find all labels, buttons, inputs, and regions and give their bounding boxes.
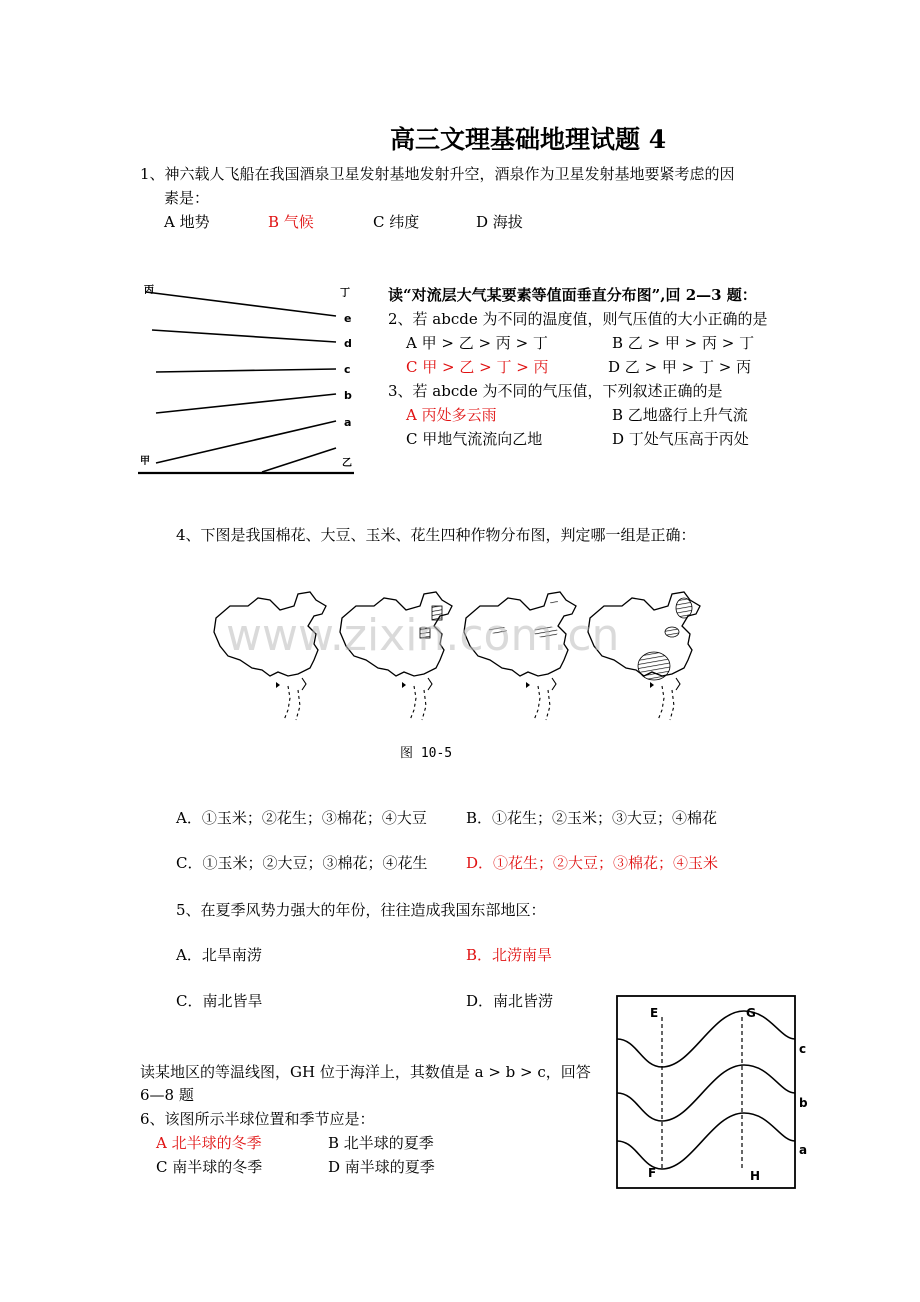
q3-option-c: C 甲地气流流向乙地 [406, 430, 543, 448]
q2-option-b: B 乙 > 甲 > 丙 > 丁 [612, 334, 755, 352]
q5-option-b: B．北涝南旱 [466, 946, 553, 964]
fig1-label-b: b [344, 389, 352, 402]
isotherm-diagram [612, 993, 812, 1193]
q4-option-b: B．①花生；②玉米；③大豆；④棉花 [466, 809, 718, 827]
fig2-label-a: a [799, 1143, 808, 1157]
q4-option-c: C．①玉米；②大豆；③棉花；④花生 [176, 854, 428, 872]
china-crop-maps [206, 586, 716, 736]
fig1-label-a: a [344, 416, 352, 429]
q1-option-c: C 纬度 [373, 213, 420, 231]
q6-option-d: D 南半球的夏季 [328, 1158, 435, 1176]
q2-option-c: C 甲 > 乙 > 丁 > 丙 [406, 358, 549, 376]
q4-figure-caption: 图 10-5 [400, 746, 453, 761]
watermark: www.zixin.com.cn [226, 610, 620, 661]
q23-intro: 读“对流层大气某要素等值面垂直分布图”,回 2—3 题： [388, 286, 757, 304]
q1-stem-line2: 素是： [164, 189, 210, 207]
q6-option-c: C 南半球的冬季 [156, 1158, 263, 1176]
q68-intro-line1: 读某地区的等温线图，GH 位于海洋上，其数值是 a > b > c，回答 [140, 1063, 591, 1081]
isosurface-diagram [136, 278, 368, 484]
q3-option-a: A 丙处多云雨 [406, 406, 497, 424]
q3-stem: 3、若 abcde 为不同的气压值，下列叙述正确的是 [388, 382, 723, 400]
fig1-label-ding: 丁 [340, 288, 350, 299]
q5-option-a: A．北旱南涝 [176, 946, 262, 964]
fig2-label-F: F [648, 1166, 657, 1180]
fig1-label-yi: 乙 [342, 458, 352, 469]
q1-option-d: D 海拔 [476, 213, 523, 231]
fig1-label-jia: 甲 [140, 456, 150, 467]
fig1-label-d: d [344, 337, 352, 350]
fig2-label-G: G [746, 1006, 756, 1020]
q4-option-a: A．①玉米；②花生；③棉花；④大豆 [176, 809, 427, 827]
q3-option-b: B 乙地盛行上升气流 [612, 406, 748, 424]
q3-option-d: D 丁处气压高于丙处 [612, 430, 749, 448]
q1-option-b: B 气候 [268, 213, 314, 231]
fig1-label-bing: 丙 [144, 285, 154, 296]
q1-stem-line1: 1、神六载人飞船在我国酒泉卫星发射基地发射升空，酒泉作为卫星发射基地要紧考虑的因 [140, 165, 735, 183]
q2-option-d: D 乙 > 甲 > 丁 > 丙 [608, 358, 752, 376]
fig1-label-c: c [344, 363, 351, 376]
q6-stem: 6、该图所示半球位置和季节应是： [140, 1110, 375, 1128]
page-title: 高三文理基础地理试题 4 [390, 125, 667, 154]
fig2-label-c: c [799, 1042, 807, 1056]
q5-option-d: D．南北皆涝 [466, 992, 554, 1010]
q1-option-a: A 地势 [164, 213, 210, 231]
q5-option-c: C．南北皆旱 [176, 992, 263, 1010]
fig1-label-e: e [344, 312, 352, 325]
q6-option-b: B 北半球的夏季 [328, 1134, 434, 1152]
fig2-label-E: E [650, 1006, 659, 1020]
q6-option-a: A 北半球的冬季 [156, 1134, 262, 1152]
q68-intro-line2: 6—8 题 [140, 1086, 194, 1104]
q4-option-d: D．①花生；②大豆；③棉花；④玉米 [466, 854, 719, 872]
q2-stem: 2、若 abcde 为不同的温度值，则气压值的大小正确的是 [388, 310, 768, 328]
q4-stem: 4、下图是我国棉花、大豆、玉米、花生四种作物分布图，判定哪一组是正确： [176, 526, 696, 544]
fig2-label-b: b [799, 1096, 808, 1110]
fig2-label-H: H [750, 1169, 761, 1183]
q5-stem: 5、在夏季风势力强大的年份，往往造成我国东部地区： [176, 901, 546, 919]
q2-option-a: A 甲 > 乙 > 丙 > 丁 [406, 334, 548, 352]
